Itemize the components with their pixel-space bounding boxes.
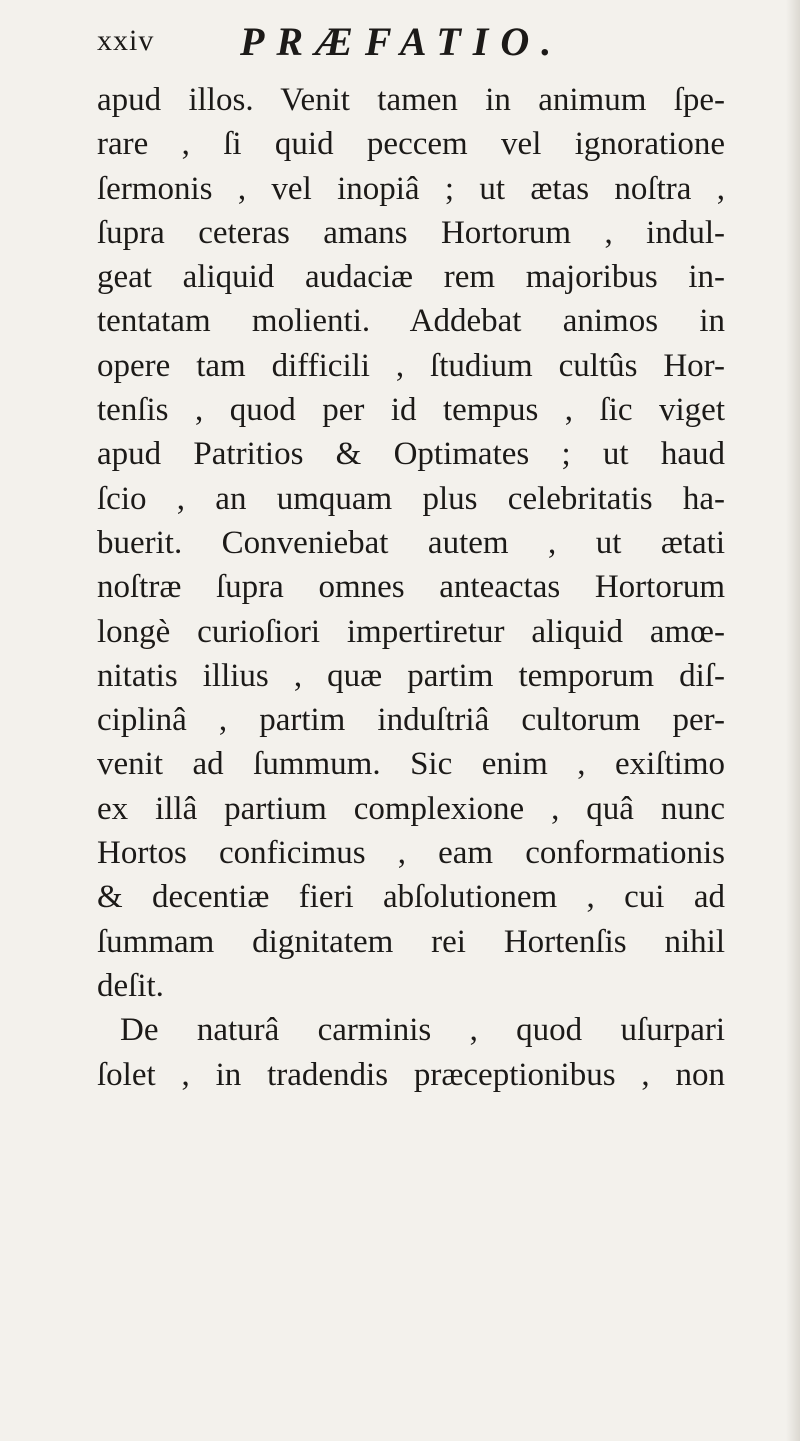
text-line: ex illâ partium complexione , quâ nunc xyxy=(97,790,725,827)
text-line: ciplinâ , partim induſtriâ cultorum per- xyxy=(97,702,725,739)
text-line: nitatis illius , quæ partim temporum diſ- xyxy=(97,657,725,694)
text-line: geat aliquid audaciæ rem majoribus in- xyxy=(97,259,725,296)
text-line: rare , ſi quid peccem vel ignoratione xyxy=(97,126,725,163)
text-line: ſupra ceteras amans Hortorum , indul- xyxy=(97,214,725,251)
body-text xyxy=(97,78,725,1097)
text-line: De naturâ carminis , quod uſurpari xyxy=(120,1012,725,1049)
text-line: Hortos conficimus , eam conformationis xyxy=(97,835,725,872)
page-edge-shadow xyxy=(786,0,800,1441)
text-line: & decentiæ fieri abſolutionem , cui ad xyxy=(97,879,725,916)
page-number: xxiv xyxy=(97,24,155,57)
paragraph-end-line: deſit. xyxy=(97,967,164,1004)
text-line: ſolet , in tradendis præceptionibus , non xyxy=(97,1056,725,1093)
text-line: venit ad ſummum. Sic enim , exiſtimo xyxy=(97,746,725,783)
text-line: noſtræ ſupra omnes anteactas Hortorum xyxy=(97,569,725,606)
text-line: apud illos. Venit tamen in animum ſpe- xyxy=(97,82,725,118)
text-line: tentatam molienti. Addebat animos in xyxy=(97,303,725,340)
text-line: ſcio , an umquam plus celebritatis ha- xyxy=(97,480,725,517)
text-line: buerit. Conveniebat autem , ut ætati xyxy=(97,524,725,561)
running-title: PRÆFATIO. xyxy=(240,19,564,64)
text-line: longè curioſiori impertiretur aliquid amœ- xyxy=(97,613,725,650)
text-line: opere tam difficili , ſtudium cultûs Hor- xyxy=(97,347,725,384)
text-line: tenſis , quod per id tempus , ſic viget xyxy=(97,392,725,429)
text-line: ſummam dignitatem rei Hortenſis nihil xyxy=(97,923,725,960)
text-line: ſermonis , vel inopiâ ; ut ætas noſtra , xyxy=(97,170,725,207)
page-header xyxy=(97,18,657,64)
text-line: apud Patritios & Optimates ; ut haud xyxy=(97,436,725,473)
